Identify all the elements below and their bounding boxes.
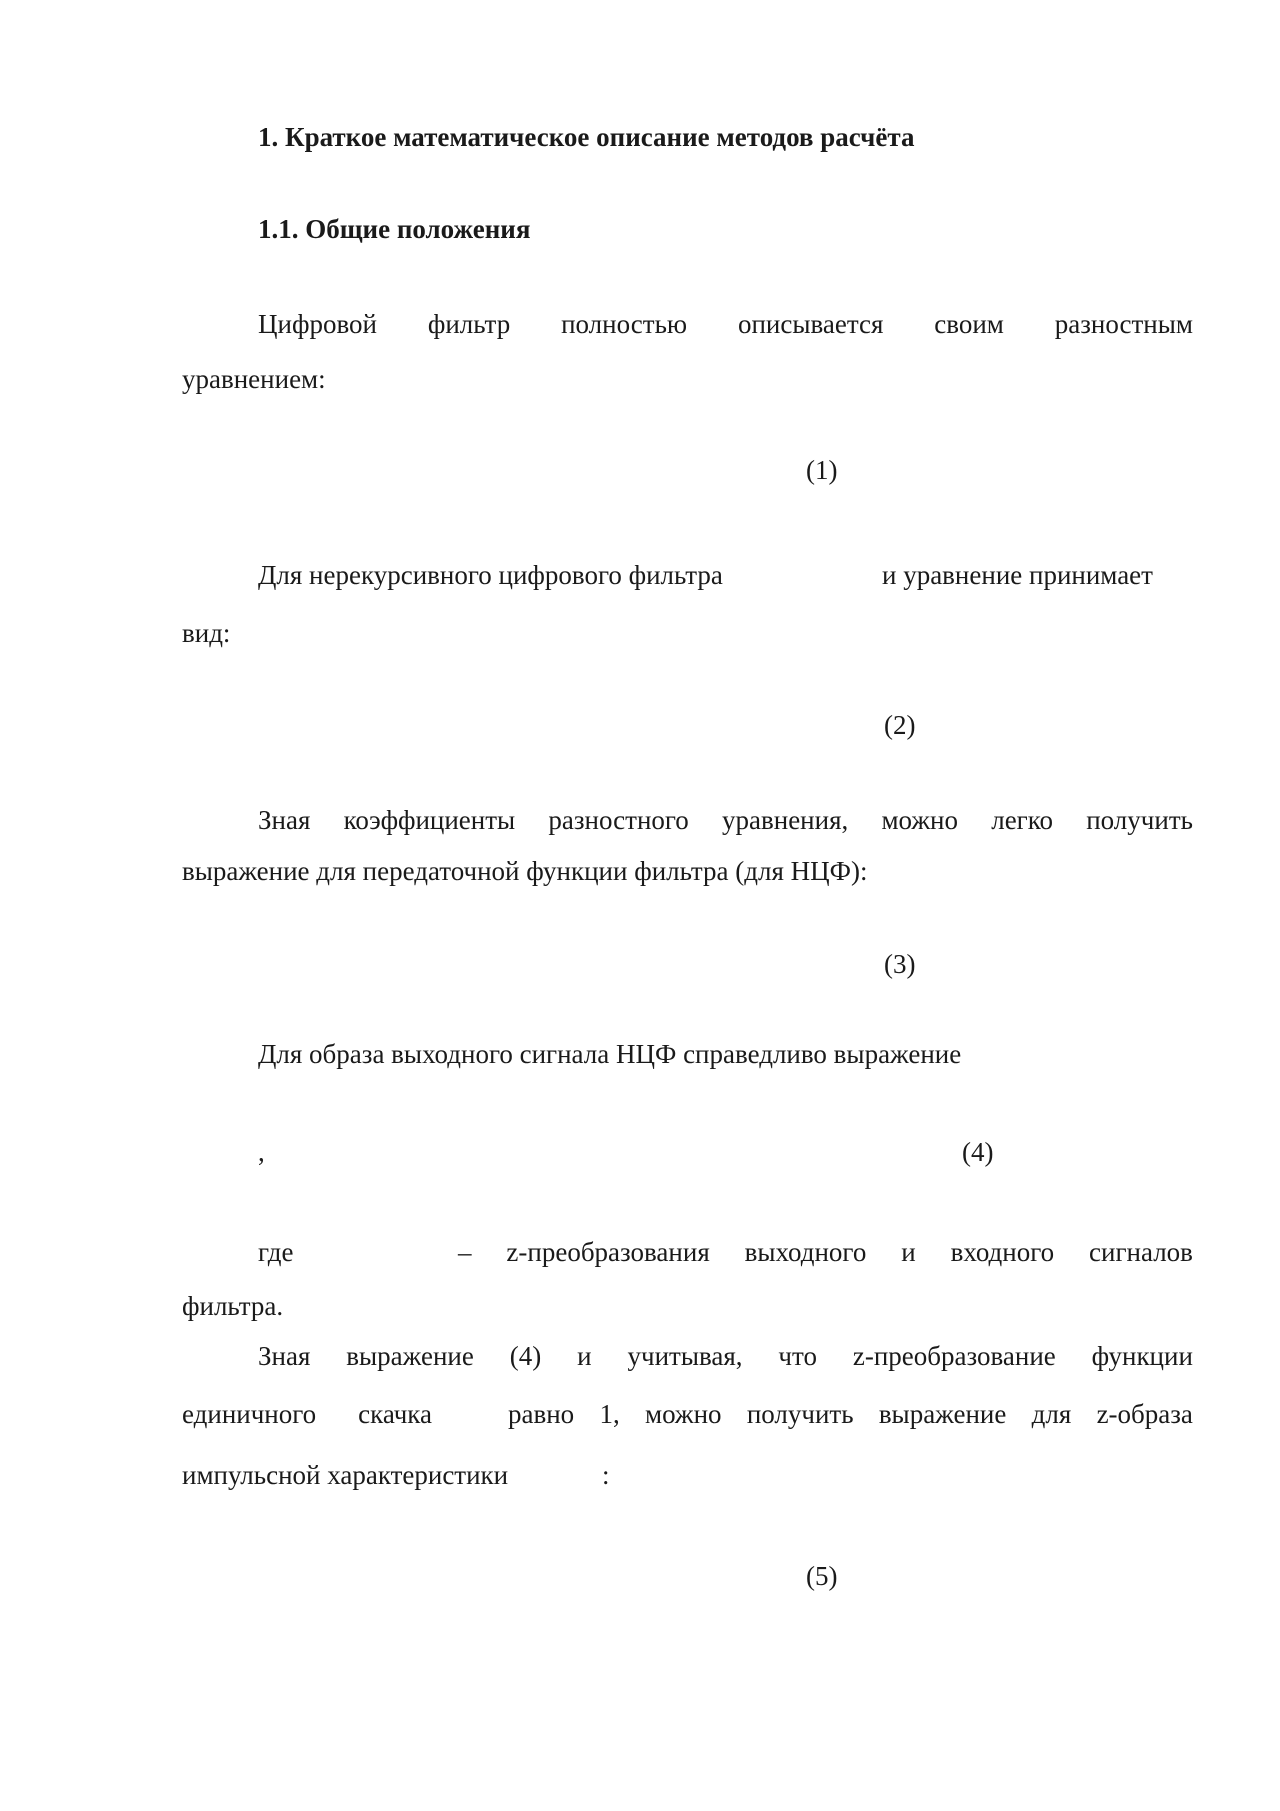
equation-number-1: (1) [806,455,838,485]
p3-word: коэффициенты [343,805,516,835]
paragraph-4-line-1: Для образа выходного сигнала НЦФ справедливо выражение [258,1039,962,1069]
p3-word: Зная [258,805,311,835]
paragraph-5-where: где [258,1237,294,1267]
p1-word: полностью [561,309,688,339]
p6-word: z-образа [1096,1399,1193,1429]
p1-word: своим [934,309,1004,339]
p6-word: что [778,1341,817,1371]
p6-word: скачка [358,1399,432,1429]
p6-word: (4) [509,1341,542,1371]
paragraph-6-line-2-start [182,1398,432,1430]
paragraph-5-line-2: фильтра. [182,1291,284,1321]
p6-word: и [577,1341,592,1371]
p5-word: сигналов [1089,1237,1193,1267]
p6-word: учитывая, [627,1341,743,1371]
p1-word: Цифровой [258,309,377,339]
paragraph-1-line-1 [258,308,1193,340]
paragraph-3-line-1 [258,804,1193,836]
equation-number-4: (4) [962,1137,994,1167]
p3-word: получить [1086,805,1193,835]
p5-word: и [901,1237,916,1267]
p6-word: 1, [599,1399,620,1429]
p1-word: фильтр [427,309,511,339]
p3-word: можно [881,805,958,835]
p5-word: входного [950,1237,1055,1267]
p6-word: выражение [346,1341,474,1371]
p6-word: для [1031,1399,1072,1429]
p6-word: равно [508,1399,575,1429]
paragraph-3-line-2: выражение для передаточной функции фильтра (для НЦФ): [182,856,868,886]
paragraph-6-line-1 [258,1340,1193,1372]
paragraph-6-line-3-start: импульсной характеристики [182,1460,509,1490]
paragraph-2-line-1-end: и уравнение принимает [882,560,1153,590]
p3-word: разностного [548,805,689,835]
p6-word: можно [645,1399,722,1429]
p6-word: z-преобразование [852,1341,1056,1371]
equation-number-2: (2) [884,710,916,740]
p1-word: разностным [1054,309,1193,339]
paragraph-6-line-2-end [508,1398,1193,1430]
p6-word: получить [746,1399,854,1429]
p3-word: уравнения, [722,805,849,835]
p6-word: функции [1091,1341,1193,1371]
equation-number-3: (3) [884,949,916,979]
p5-word: z-преобразования [506,1237,710,1267]
p6-word: Зная [258,1341,311,1371]
subsection-heading: 1.1. Общие положения [258,214,531,244]
equation-4-comma: , [258,1137,265,1167]
equation-number-5: (5) [806,1561,838,1591]
paragraph-2-line-1-start: Для нерекурсивного цифрового фильтра [258,560,723,590]
paragraph-5-line-1 [458,1236,1193,1268]
p6-word: выражение [878,1399,1007,1429]
paragraph-6-line-3-colon: : [602,1460,610,1490]
p5-word: – [458,1237,472,1267]
p1-word: описывается [737,309,884,339]
paragraph-2-line-2: вид: [182,618,231,648]
p5-word: выходного [744,1237,867,1267]
paragraph-1-line-2: уравнением: [182,364,326,394]
p3-word: легко [991,805,1053,835]
p6-word: единичного [182,1399,317,1429]
section-heading: 1. Краткое математическое описание методов расчёта [258,122,915,152]
